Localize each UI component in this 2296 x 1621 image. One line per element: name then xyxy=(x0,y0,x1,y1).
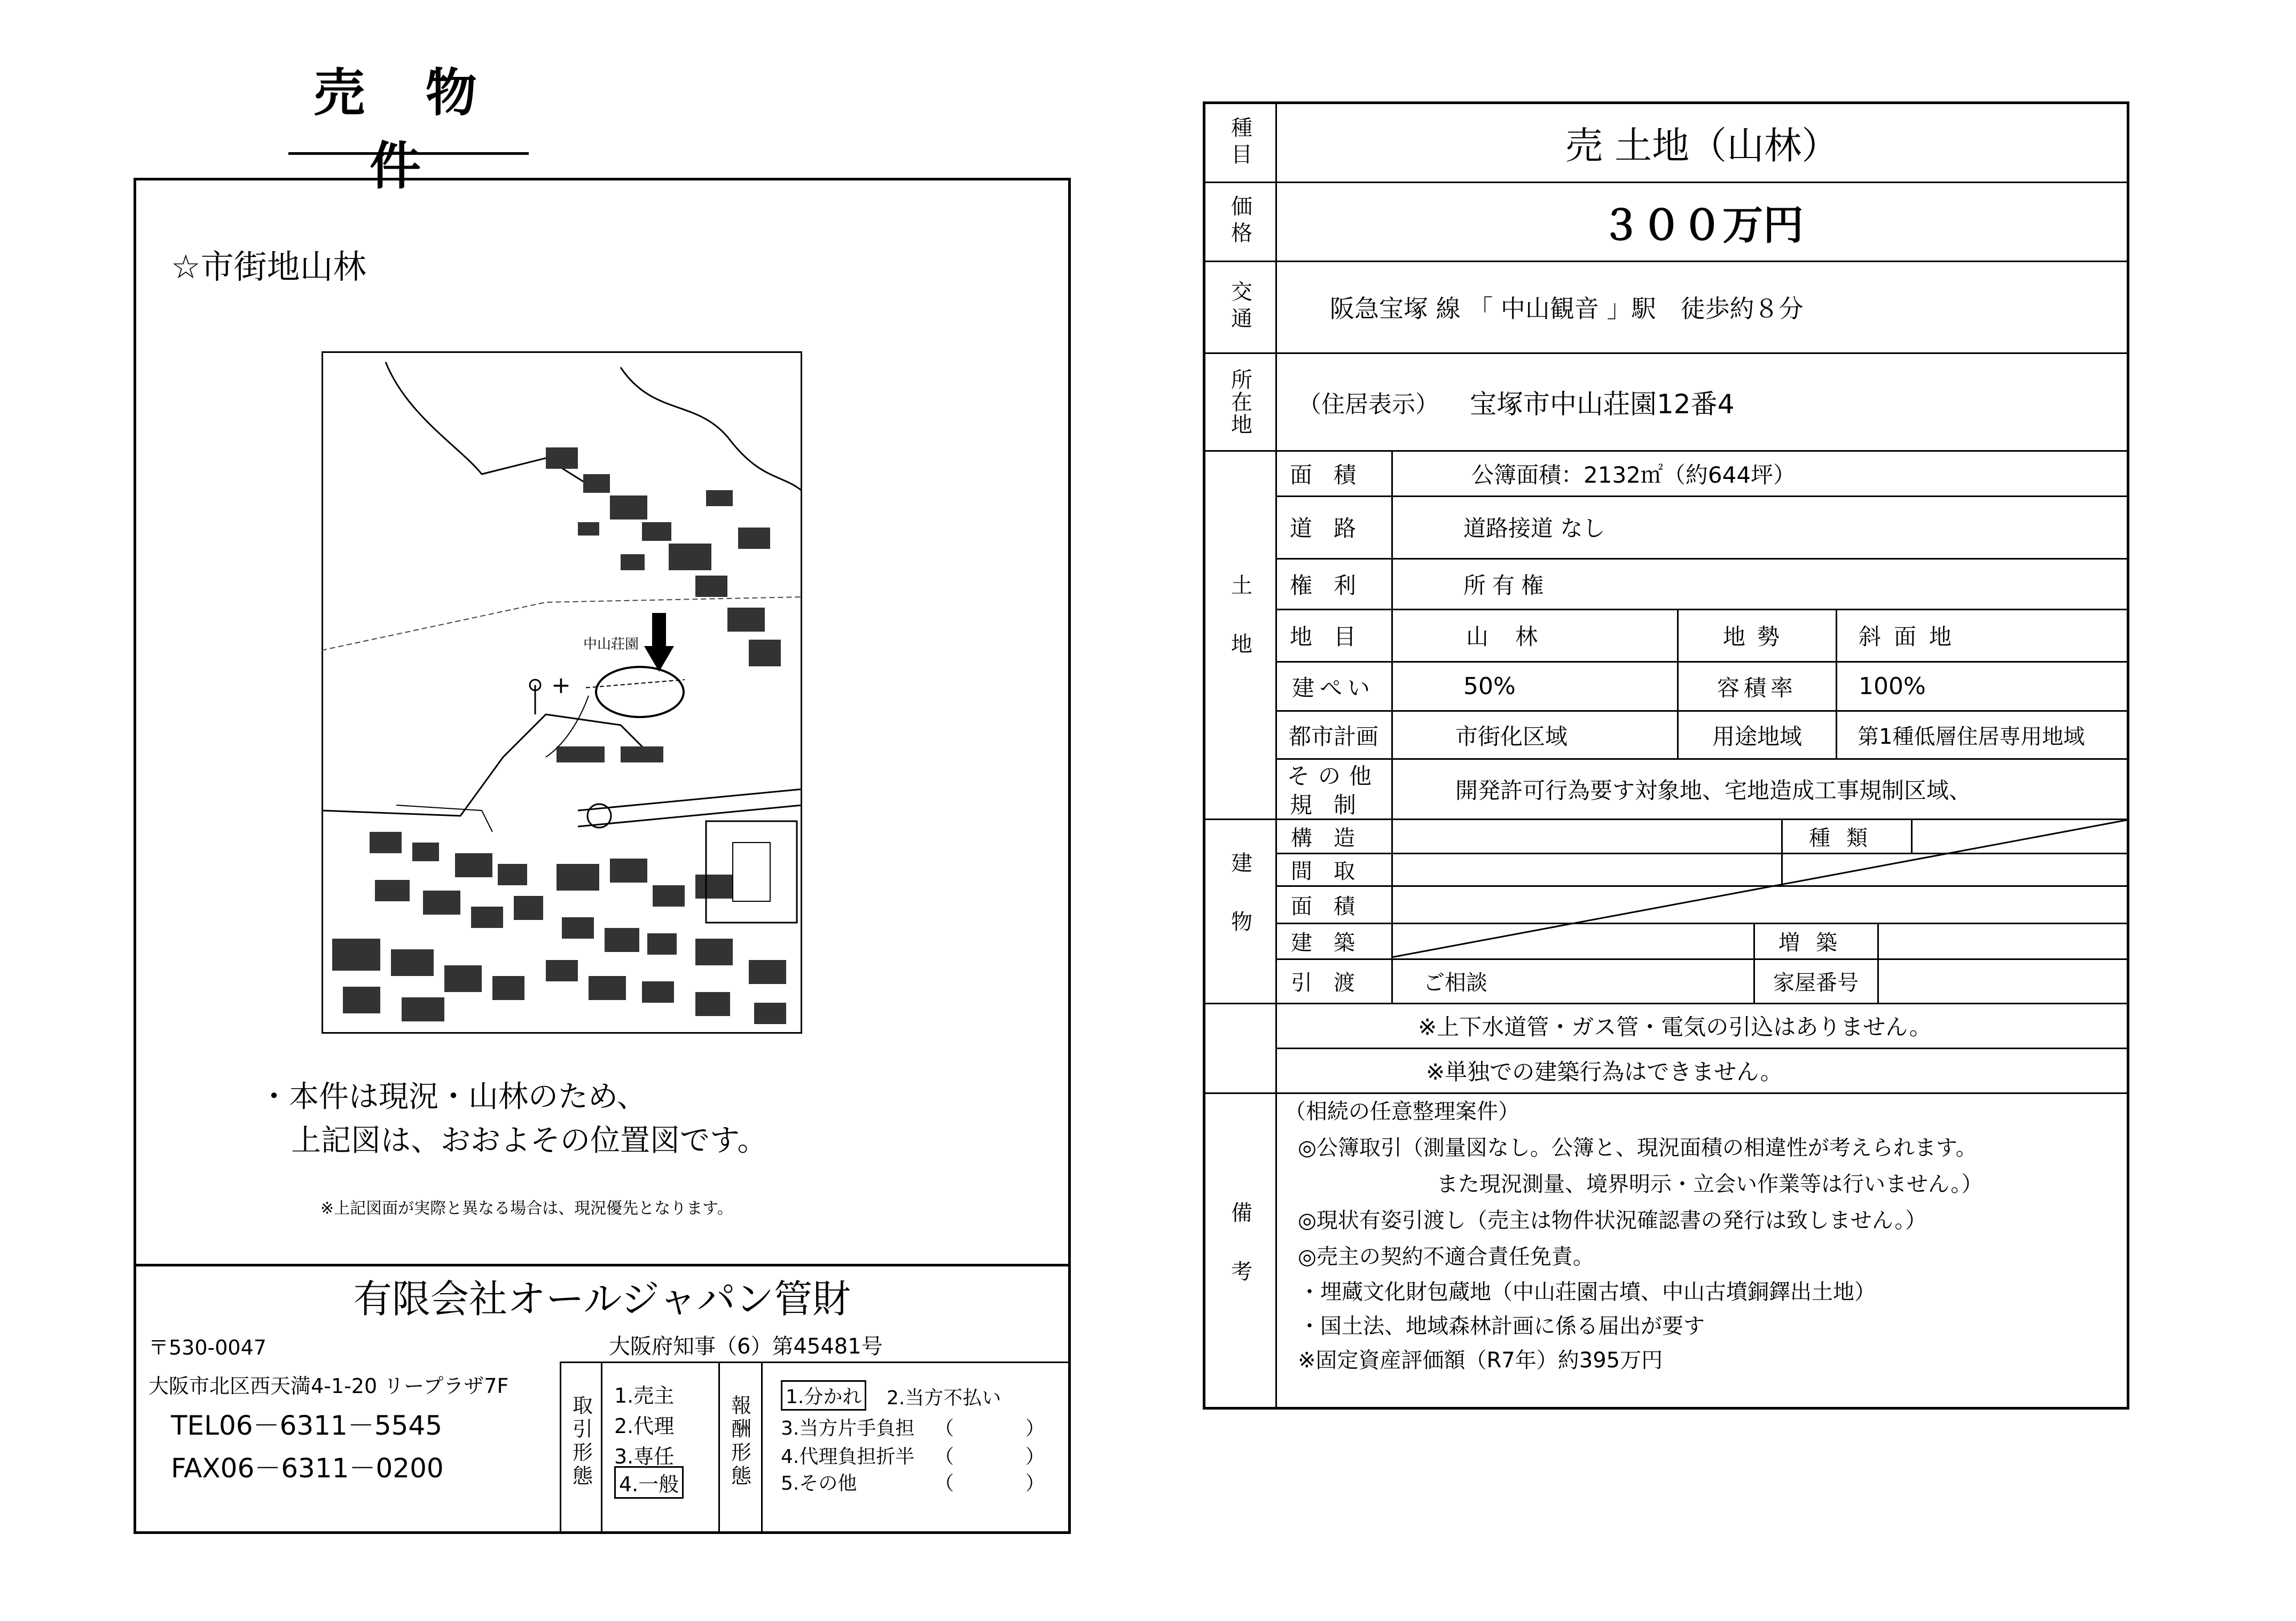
note-line-2: 上記図は、おおよその位置図です。 xyxy=(291,1123,767,1158)
road-label: 道路 xyxy=(1289,515,1377,541)
price-label: 価格 xyxy=(1227,195,1252,248)
land-col-divider-a xyxy=(1677,609,1679,758)
company-postal: 〒530-0047 xyxy=(148,1336,267,1359)
fee-type-label: 報酬形態 xyxy=(727,1395,751,1489)
row-divider-price xyxy=(1203,261,2129,262)
planning-label: 都市計画 xyxy=(1288,723,1378,750)
type-label: 種目 xyxy=(1227,116,1252,170)
extension-label: 増築 xyxy=(1778,930,1853,955)
land-divider-5 xyxy=(1275,710,2129,712)
map-place-label: 中山荘園 xyxy=(583,633,639,653)
company-address: 大阪市北区西天満4-1-20 リープラザ7F xyxy=(148,1374,509,1398)
rights-value: 所有権 xyxy=(1463,572,1550,599)
company-fax: FAX06－6311－0200 xyxy=(171,1453,444,1484)
notice-1: ※上下水道管・ガス管・電気の引込はありません。 xyxy=(1418,1014,1932,1040)
fee-paren-open-3: （ xyxy=(935,1418,954,1439)
fee-option-5: 5.その他 xyxy=(781,1473,857,1494)
other-regulations-label-2: 規制 xyxy=(1289,792,1377,818)
land-label: 土地 xyxy=(1227,574,1252,691)
land-subcolumn-divider xyxy=(1391,450,1393,819)
rights-label: 権利 xyxy=(1289,572,1377,599)
deal-box-mid2 xyxy=(718,1362,720,1532)
other-regulations-value: 開発許可行為要す対象地、宅地造成工事規制区域、 xyxy=(1455,777,1972,804)
fee-option-3: 3.当方片手負担 xyxy=(781,1418,915,1439)
far-label: 容積率 xyxy=(1717,674,1797,701)
land-divider-3 xyxy=(1275,609,2129,610)
land-category-value: 山林 xyxy=(1466,624,1565,650)
row-divider-access xyxy=(1203,352,2129,354)
type-value: 売 土地（山林） xyxy=(1565,124,1839,168)
land-divider-4 xyxy=(1275,661,2129,663)
company-tel: TEL06－6311－5545 xyxy=(171,1410,443,1441)
land-area-label: 面積 xyxy=(1289,462,1377,488)
handover-label: 引渡 xyxy=(1291,970,1376,995)
map-plus-mark: + xyxy=(551,672,571,699)
page-heading: 売 物 件 xyxy=(314,63,498,196)
deal-option-4: 4.一般 xyxy=(614,1466,684,1499)
fee-paren-close-3: ） xyxy=(1025,1418,1045,1439)
fee-paren-close-4: ） xyxy=(1025,1446,1045,1468)
price-value: ３００万円 xyxy=(1601,201,1804,249)
remarks-line-5: ◎売主の契約不適合責任免責。 xyxy=(1298,1245,1594,1269)
remarks-line-7: ・国土法、地域森林計画に係る届出が要す xyxy=(1299,1314,1705,1339)
planning-value: 市街化区域 xyxy=(1455,723,1568,750)
fee-option-1: 1.分かれ xyxy=(781,1380,866,1411)
fee-option-4: 4.代理負担折半 xyxy=(781,1446,915,1468)
far-value: 100% xyxy=(1859,673,1926,700)
fee-paren-close-5: ） xyxy=(1025,1473,1045,1494)
deal-option-1: 1.売主 xyxy=(614,1384,675,1407)
deal-option-2: 2.代理 xyxy=(614,1414,675,1438)
remarks-top-divider xyxy=(1203,1092,2129,1094)
deal-option-3: 3.専任 xyxy=(614,1445,675,1468)
handover-value: ご相談 xyxy=(1423,970,1487,995)
row-divider-location xyxy=(1203,450,2129,452)
notice-top-divider xyxy=(1203,1003,2129,1004)
land-divider-1 xyxy=(1275,495,2129,497)
company-name: 有限会社オールジャパン管財 xyxy=(353,1277,851,1321)
category-label: ☆市街地山林 xyxy=(171,247,366,286)
building-divider-4 xyxy=(1275,958,2129,960)
deal-box-mid1 xyxy=(601,1362,602,1532)
remarks-line-2: ◎公簿取引（測量図なし。公簿と、現況面積の相違性が考えられます。 xyxy=(1298,1136,1977,1160)
land-divider-6 xyxy=(1275,758,2129,760)
land-divider-2 xyxy=(1275,558,2129,560)
zoning-value: 第1種低層住居専用地域 xyxy=(1858,725,2085,749)
terrain-value: 斜面地 xyxy=(1859,624,1965,650)
remarks-line-8: ※固定資産評価額（R7年）約395万円 xyxy=(1298,1348,1663,1373)
label-column-divider xyxy=(1275,101,1277,1410)
deal-box-top xyxy=(560,1362,1071,1363)
access-label: 交通 xyxy=(1227,280,1252,334)
land-category-label: 地目 xyxy=(1289,624,1377,650)
other-regulations-label-1: その他 xyxy=(1287,763,1380,789)
zoning-label: 用途地域 xyxy=(1712,723,1802,750)
access-value: 阪急宝塚 線 「 中山観音 」駅 徒歩約８分 xyxy=(1330,294,1804,323)
structure-label: 構造 xyxy=(1291,825,1376,851)
house-number-label: 家屋番号 xyxy=(1773,970,1859,995)
remarks-label: 備考 xyxy=(1227,1201,1252,1319)
building-area-label: 面積 xyxy=(1291,894,1376,919)
deal-box-left xyxy=(560,1362,561,1532)
fee-paren-open-4: （ xyxy=(935,1446,954,1468)
row-divider-type xyxy=(1203,182,2129,183)
road-value: 道路接道 なし xyxy=(1463,515,1605,541)
notice-mid-divider xyxy=(1275,1048,2129,1049)
fee-option-2: 2.当方不払い xyxy=(887,1387,1001,1409)
fee-paren-open-5: （ xyxy=(935,1473,954,1494)
location-map xyxy=(322,351,802,1034)
notice-2: ※単独での建築行為はできません。 xyxy=(1426,1059,1783,1085)
bcr-value: 50% xyxy=(1463,673,1516,700)
layout-label: 間取 xyxy=(1291,859,1376,884)
location-label: 所在地 xyxy=(1227,368,1252,436)
company-license: 大阪府知事（6）第45481号 xyxy=(609,1334,883,1359)
built-label: 建築 xyxy=(1291,930,1376,955)
land-area-value: 公簿面積：2132㎡（約644坪） xyxy=(1471,462,1796,488)
location-value: 宝塚市中山荘園12番4 xyxy=(1470,388,1735,420)
land-col-divider-b xyxy=(1836,609,1837,758)
location-prefix: （住居表示） xyxy=(1298,390,1439,418)
building-label: 建物 xyxy=(1227,852,1252,969)
deal-type-label: 取引形態 xyxy=(569,1395,593,1489)
remarks-line-3: また現況測量、境界明示・立会い作業等は行いません。） xyxy=(1437,1172,1983,1197)
remarks-line-1: （相続の任意整理案件） xyxy=(1284,1099,1519,1124)
disclaimer: ※上記図面が実際と異なる場合は、現況優先となります。 xyxy=(320,1199,733,1218)
deal-box-mid3 xyxy=(761,1362,763,1532)
remarks-line-6: ・埋蔵文化財包蔵地（中山荘園古墳、中山古墳銅鐸出土地） xyxy=(1299,1280,1876,1304)
heading-underline xyxy=(288,152,529,155)
bcr-label: 建ぺい xyxy=(1291,674,1375,701)
terrain-label: 地勢 xyxy=(1722,624,1791,650)
kind-label: 種類 xyxy=(1809,825,1884,851)
note-line-1: ・本件は現況・山林のため、 xyxy=(259,1080,647,1114)
remarks-line-4: ◎現状有姿引渡し（売主は物件状況確認書の発行は致しません。） xyxy=(1298,1208,1927,1233)
